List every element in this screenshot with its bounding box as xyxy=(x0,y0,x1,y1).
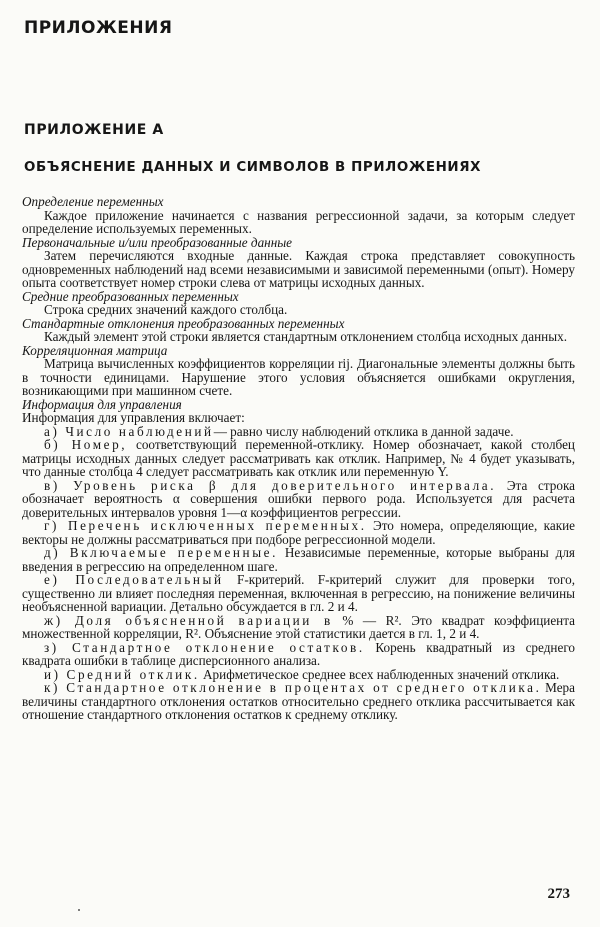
list-item xyxy=(22,641,575,668)
item-term: з) Стандартное отклонение остатков. xyxy=(44,639,365,655)
item-text: соответствующий переменной-отклику. Номер обозначает, какой столбец матрицы исходных данных следует рассматривать как отклик. Например, № 4 будет указывать, что данные столбца 4 следует рассматривать как отклик или переменную Y. xyxy=(22,437,575,479)
section-heading: Стандартные отклонения преобразованных переменных xyxy=(22,315,345,331)
item-text: Корень квадратный из среднего квадрата ошибки в таблице дисперсионного анализа. xyxy=(22,639,575,668)
item-text: — равно числу наблюдений отклика в данной задаче. xyxy=(213,423,514,439)
paragraph: Матрица вычисленных коэффициентов корреляции rij. Диагональные элементы должны быть в точности единицами. Нарушение этого условия объясняется ошибками округления, возникающими при машинном счете. xyxy=(22,356,575,398)
paragraph: Каждое приложение начинается с названия регрессионной задачи, за которым следует определение используемых переменных. xyxy=(22,207,575,236)
item-term: д) Включаемые переменные. xyxy=(44,545,279,560)
list-item xyxy=(22,546,575,573)
item-term: в) Уровень риска β для доверительного интервала. xyxy=(44,477,497,493)
page-title: ПРИЛОЖЕНИЯ xyxy=(24,18,173,38)
list-item xyxy=(22,681,575,722)
item-term: а) Число наблюдений xyxy=(44,423,214,439)
list-item xyxy=(22,519,575,546)
item-term: к) Стандартное отклонение в процентах от среднего отклика. xyxy=(44,680,542,695)
list-item xyxy=(22,425,575,439)
section-heading: Средние преобразованных переменных xyxy=(22,288,239,304)
item-text: Мера величины стандартного отклонения остатков относительно среднего отклика рассчитывается как отношение стандартного отклонения остатков к среднему отклику. xyxy=(22,680,576,722)
item-term: ж) Доля объясненной вариации в xyxy=(44,612,333,628)
item-term: б) Номер, xyxy=(44,437,128,452)
item-term: и) Средний отклик. xyxy=(44,666,200,682)
item-text: % — R². Это квадрат коэффициента множественной корреляции, R². Объяснение этой статистики дается в гл. 1, 2 и 4. xyxy=(22,612,576,641)
item-term: е) Последовательный xyxy=(44,572,224,587)
list-item xyxy=(22,668,575,682)
list-item xyxy=(22,438,575,479)
section-heading: Первоначальные и/или преобразованные данные xyxy=(22,234,293,250)
section-heading: Корреляционная матрица xyxy=(22,342,168,358)
list-item xyxy=(22,614,575,641)
section-heading: Определение переменных xyxy=(22,194,164,209)
item-term: г) Перечень исключенных переменных. xyxy=(44,518,367,533)
item-text: Эта строка обозначает вероятность α совершения ошибки первого рода. Используется для расчета доверительных интервалов уровня 1—α коэффициентов регрессии. xyxy=(22,477,575,520)
list-item xyxy=(22,479,575,520)
item-text: Независимые переменные, которые выбраны для введения в регрессию на определенном шаге. xyxy=(22,545,576,574)
appendix-label: ПРИЛОЖЕНИЕ А xyxy=(24,122,164,138)
list-item xyxy=(22,573,575,614)
paragraph: Затем перечисляются входные данные. Каждая строка представляет совокупность одновременных наблюдений над всеми независимыми и зависимой переменными (опыт). Номеру опыта соответствует номер строки слева от матрицы исходных данных. xyxy=(22,248,575,290)
paragraph: Информация для управления включает: xyxy=(22,410,245,425)
page-number: 273 xyxy=(547,886,570,902)
page-body xyxy=(22,195,575,722)
item-text: F-критерий. F-критерий служит для проверки того, существенно ли влияет последняя переменная, включенная в регрессию, на понижение величины необъясненной вариации. Детально обсуждается в гл. 2 и 4. xyxy=(22,572,575,614)
print-speck xyxy=(78,909,80,911)
section-heading: Информация для управления xyxy=(22,396,182,412)
appendix-title: ОБЪЯСНЕНИЕ ДАННЫХ И СИМВОЛОВ В ПРИЛОЖЕНИЯХ xyxy=(24,160,482,175)
paragraph: Строка средних значений каждого столбца. xyxy=(44,302,288,317)
item-text: Арифметическое среднее всех наблюденных значений отклика. xyxy=(203,666,560,682)
item-text: Это номера, определяющие, какие векторы не должны рассматриваться при подборе регрессионной модели. xyxy=(22,518,576,547)
paragraph: Каждый элемент этой строки является стандартным отклонением столбца исходных данных. xyxy=(44,329,567,344)
